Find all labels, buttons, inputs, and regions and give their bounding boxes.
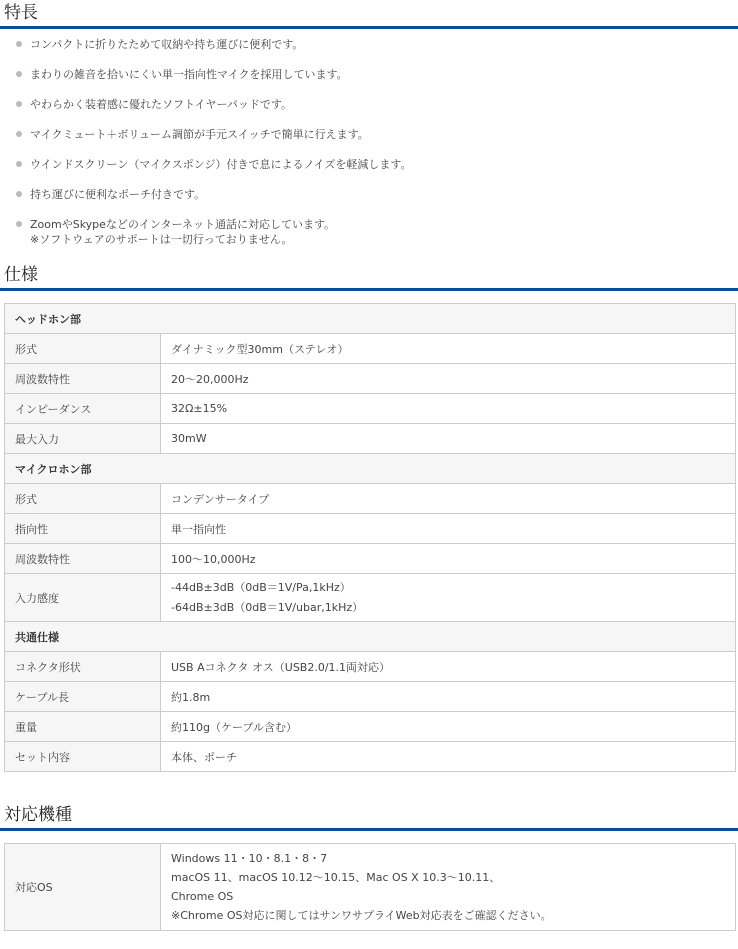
table-row: インピーダンス 32Ω±15% bbox=[5, 394, 736, 424]
table-row: 重量 約110g（ケーブル含む） bbox=[5, 712, 736, 742]
feature-item: やわらかく装着感に優れたソフトイヤーパッドです。 bbox=[16, 97, 738, 112]
feature-item: ウインドスクリーン（マイクスポンジ）付きで息によるノイズを軽減します。 bbox=[16, 157, 738, 172]
bullet-icon bbox=[16, 221, 22, 227]
table-row: 形式 ダイナミック型30mm（ステレオ） bbox=[5, 334, 736, 364]
features-list bbox=[0, 29, 738, 247]
group-header-microphone: マイクロホン部 bbox=[5, 454, 736, 484]
table-row: 最大入力 30mW bbox=[5, 424, 736, 454]
table-row: 形式 コンデンサータイプ bbox=[5, 484, 736, 514]
bullet-icon bbox=[16, 41, 22, 47]
bullet-icon bbox=[16, 131, 22, 137]
feature-item: 持ち運びに便利なポーチ付きです。 bbox=[16, 187, 738, 202]
table-row: 対応OS Windows 11・10・8.1・8・7 macOS 11、macOS 10.12〜10.15、Mac OS X 10.3〜10.11、 Chrome OS ※Chrome OS対応に関してはサンワサプライWeb対応表をご確認ください。 bbox=[5, 844, 736, 931]
feature-item: まわりの雑音を拾いにくい単一指向性マイクを採用しています。 bbox=[16, 67, 738, 82]
spec-table bbox=[4, 303, 736, 772]
bullet-icon bbox=[16, 101, 22, 107]
table-row: セット内容 本体、ポーチ bbox=[5, 742, 736, 772]
feature-item: マイクミュート＋ボリューム調節が手元スイッチで簡単に行えます。 bbox=[16, 127, 738, 142]
table-row: ケーブル長 約1.8m bbox=[5, 682, 736, 712]
spec-title: 仕様 bbox=[0, 262, 738, 291]
table-row: コネクタ形状 USB Aコネクタ オス（USB2.0/1.1両対応） bbox=[5, 652, 736, 682]
table-row: 周波数特性 100〜10,000Hz bbox=[5, 544, 736, 574]
table-row: 入力感度 -44dB±3dB（0dB＝1V/Pa,1kHz） -64dB±3dB（0dB＝1V/ubar,1kHz） bbox=[5, 574, 736, 622]
table-row: 周波数特性 20〜20,000Hz bbox=[5, 364, 736, 394]
group-header-common: 共通仕様 bbox=[5, 622, 736, 652]
compat-title: 対応機種 bbox=[0, 802, 738, 831]
bullet-icon bbox=[16, 71, 22, 77]
features-title: 特長 bbox=[0, 0, 738, 29]
bullet-icon bbox=[16, 161, 22, 167]
group-header-headphone: ヘッドホン部 bbox=[5, 304, 736, 334]
feature-item: ZoomやSkypeなどのインターネット通話に対応しています。 ※ソフトウェアのサポートは一切行っておりません。 bbox=[16, 217, 738, 247]
bullet-icon bbox=[16, 191, 22, 197]
feature-item: コンパクトに折りたためて収納や持ち運びに便利です。 bbox=[16, 37, 738, 52]
table-row: 指向性 単一指向性 bbox=[5, 514, 736, 544]
compat-table bbox=[4, 843, 736, 931]
